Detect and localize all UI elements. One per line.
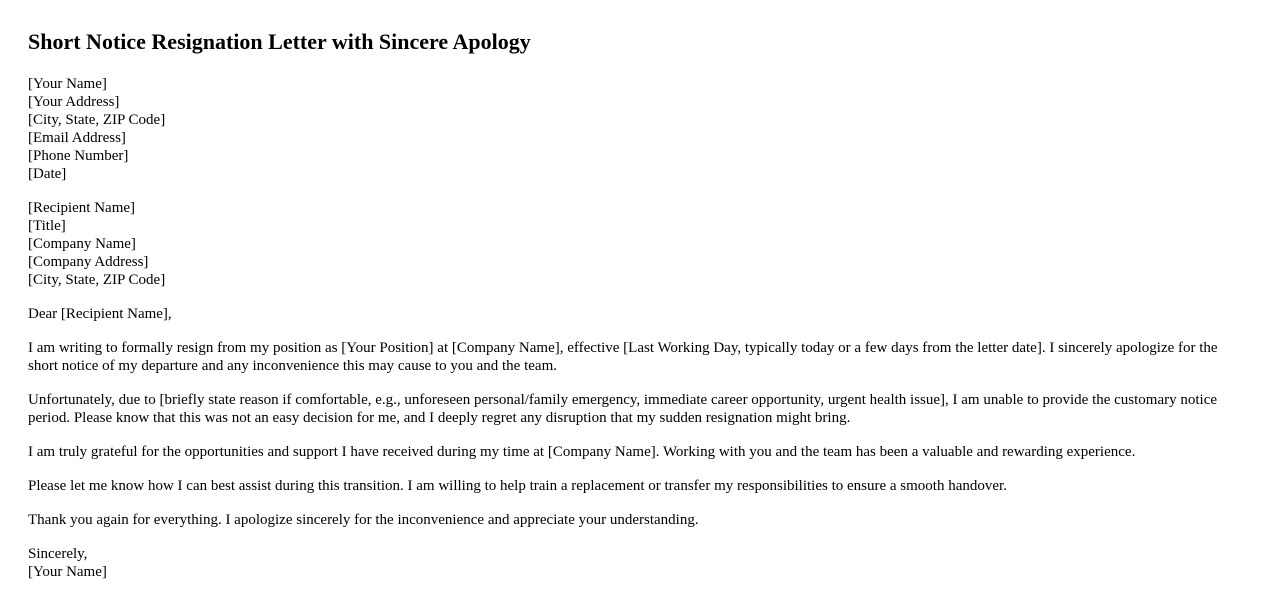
body-paragraph-transition: Please let me know how I can best assist during this transition. I am willing to help train a replacement or transfer my responsibilities to ensure a smooth handover. [28, 478, 1007, 494]
recipient-title: [Title] [28, 218, 66, 234]
page-title: Short Notice Resignation Letter with Sincere Apology [28, 29, 531, 54]
body-paragraph-thanks: Thank you again for everything. I apologize sincerely for the inconvenience and appreciate your understanding. [28, 512, 699, 528]
recipient-address-block [28, 199, 1258, 289]
recipient-name: [Recipient Name] [28, 200, 136, 216]
body-paragraph-gratitude: I am truly grateful for the opportunities and support I have received during my time at [Company Name]. Working with you and the team has been a valuable and rewarding experience. [28, 444, 1136, 460]
recipient-city-state-zip: [City, State, ZIP Code] [28, 272, 166, 288]
closing-block [28, 545, 1258, 581]
sender-address-block [28, 75, 1258, 183]
sender-name: [Your Name] [28, 76, 107, 92]
sender-phone: [Phone Number] [28, 148, 129, 164]
signature-name: [Your Name] [28, 564, 107, 580]
sender-email: [Email Address] [28, 130, 126, 146]
sender-city-state-zip: [City, State, ZIP Code] [28, 112, 166, 128]
salutation: Dear [Recipient Name], [28, 306, 172, 322]
sender-address: [Your Address] [28, 94, 120, 110]
letter-page [28, 0, 1258, 581]
valediction: Sincerely, [28, 546, 88, 562]
recipient-company-address: [Company Address] [28, 254, 149, 270]
body-paragraph-reason: Unfortunately, due to [briefly state reason if comfortable, e.g., unforeseen personal/family emergency, immediate career opportunity, urgent health issue], I am unable to provide the customary notice period. Please know that this was not an easy decision for me, and I deeply regret any disruption that my sudden resignation might bring. [28, 392, 1218, 426]
body-paragraph-resignation: I am writing to formally resign from my position as [Your Position] at [Company Name], effective [Last Working Day, typically today or a few days from the letter date]. I sincerely apologize for the short notice of my departure and any inconvenience this may cause to you and the team. [28, 340, 1218, 374]
recipient-company-name: [Company Name] [28, 236, 136, 252]
letter-date: [Date] [28, 166, 67, 182]
